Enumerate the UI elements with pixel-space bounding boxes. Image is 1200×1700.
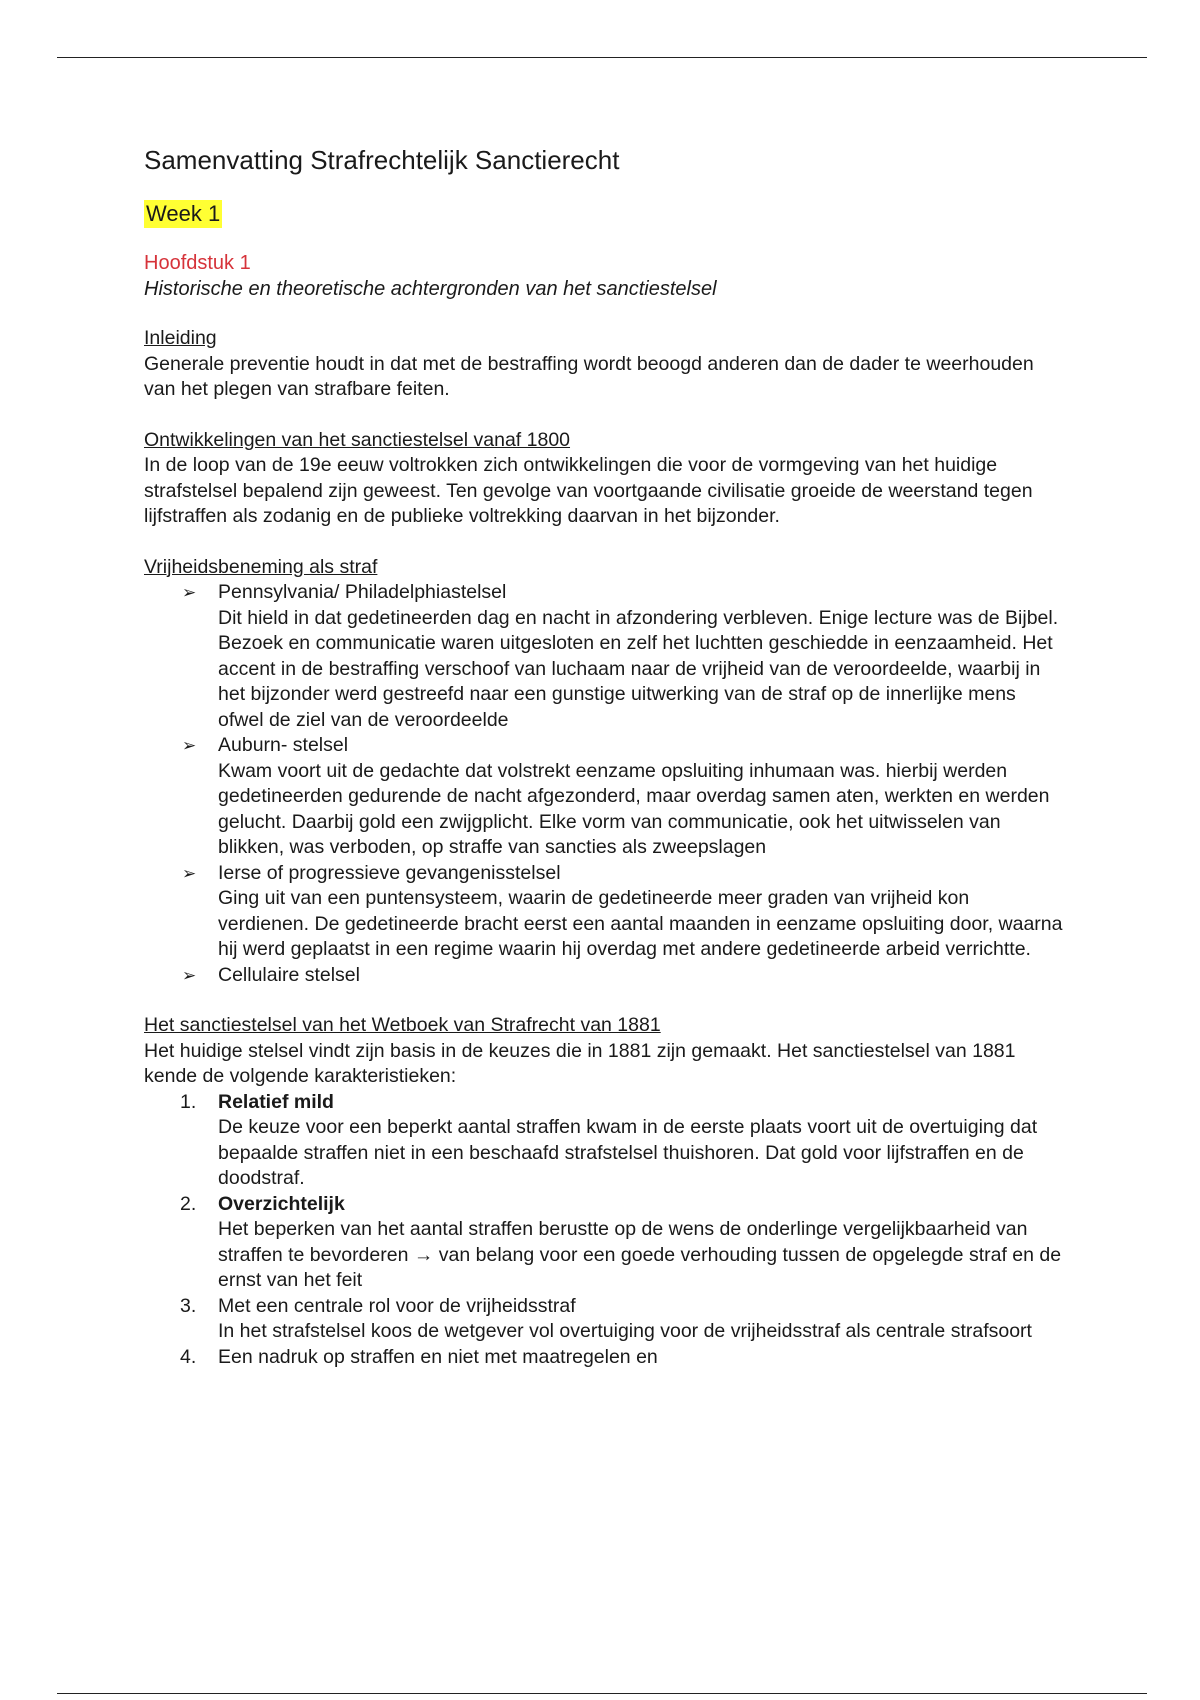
section-paragraph: In de loop van de 19e eeuw voltrokken zich ontwikkelingen die voor de vormgeving van het huidige strafstelsel bepalend zijn geweest. Ten gevolge van voortgaande civilisatie groeide de weerstand tegen lijfstraffen als zodanig en de publieke voltrekking daarvan in het bijzonder. [144,454,1033,527]
arrow-bullet-icon: ➢ [182,583,197,602]
section-paragraph: Generale preventie houdt in dat met de bestraffing wordt beoogd anderen dan de dader te weerhouden van het plegen van strafbare feiten. [144,352,1034,400]
list-item-number: 3. [180,1294,197,1317]
list-item-text: In het strafstelsel koos de wetgever vol overtuiging voor de vrijheidsstraf als centrale strafsoort [218,1320,1032,1342]
list-item-text: Het beperken van het aantal straffen berustte op de wens de onderlinge vergelijkbaarheid van straffen te bevorderen → van belang voor een goede verhouding tussen de opgelegde straf en de ernst van het feit [218,1218,1062,1291]
chapter-label: Hoofdstuk 1 [144,252,251,274]
section-paragraph: Het huidige stelsel vindt zijn basis in de keuzes die in 1881 zijn gemaakt. Het sanctiestelsel van 1881 kende de volgende karakteristieken: [144,1039,1016,1087]
section-heading: Inleiding [144,327,217,349]
section-inleiding [144,326,1064,403]
list-item-label: Een nadruk op straffen en niet met maatregelen en [218,1345,658,1368]
list-item [180,1192,1064,1294]
section-wetboek-1881 [144,1013,1064,1370]
list-item [182,963,1064,989]
document-page [144,140,1064,1395]
list-item-number: 2. [180,1192,197,1215]
arrow-bullet-icon: ➢ [182,863,197,883]
arrow-list [144,580,1064,988]
section-heading: Vrijheidsbeneming als straf [144,555,378,578]
list-item-number: 1. [180,1090,197,1113]
list-item-label: Ierse of progressieve gevangenisstelsel [218,861,561,884]
week-label: Week 1 [146,201,221,226]
numbered-list [144,1090,1064,1371]
list-item-text: Kwam voort uit de gedachte dat volstrekt eenzame opsluiting inhumaan was. hierbij werden gedetineerden gedurende de nacht afgezonderd, maar overdag samen aten, werkten en werden gelucht. Daarbij gold een zwijgplicht. Elke vorm van communicatie, ook het uitwisselen van blikken, was verboden, op straffe van sancties als zweepslagen [218,759,1050,858]
header-rule [57,57,1147,58]
list-item-text: Dit hield in dat gedetineerden dag en nacht in afzondering verbleven. Enige lecture was de Bijbel. Bezoek en communicatie waren uitgesloten en zelf het luchtten geschiedde in eenzaamheid. Het accent in de bestraffing verschoof van luchaam naar de vrijheid van de veroordeelde, waarbij in het bijzonder werd gestreefd naar een gunstige uitwerking van de straf op de innerlijke mens ofwel de ziel van de veroordeelde [218,606,1059,731]
list-item [180,1294,1064,1345]
chapter-subtitle: Historische en theoretische achtergronden van het sanctiestelsel [144,278,717,300]
list-item-label: Auburn- stelsel [218,734,349,756]
arrow-bullet-icon: ➢ [182,965,197,985]
list-item-label: Met een centrale rol voor de vrijheidsstraf [218,1294,576,1317]
list-item-label: Relatief mild [218,1090,334,1113]
list-item-text: De keuze voor een beperkt aantal straffen kwam in de eerste plaats voort uit de overtuiging dat bepaalde straffen niet in een beschaafd strafstelsel thuishoren. Dat gold voor lijfstraffen en de doodstraf. [218,1116,1038,1189]
arrow-bullet-icon: ➢ [182,736,197,755]
section-heading: Het sanctiestelsel van het Wetboek van Strafrecht van 1881 [144,1014,661,1036]
list-item [180,1345,1064,1371]
list-item [180,1090,1064,1192]
list-item-number: 4. [180,1345,197,1368]
list-item-label: Cellulaire stelsel [218,963,360,986]
list-item [182,861,1064,963]
list-item-text: Ging uit van een puntensysteem, waarin de gedetineerde meer graden van vrijheid kon verdienen. De gedetineerde bracht eerst een aantal maanden in eenzame opsluiting door, waarna hij werd geplaatst in een regime waarin hij overdag met andere gedetineerde arbeid verrichtte. [218,887,1063,960]
section-vrijheidsbeneming [144,555,1064,989]
list-item-label: Pennsylvania/ Philadelphiastelsel [218,581,507,603]
section-heading: Ontwikkelingen van het sanctiestelsel vanaf 1800 [144,428,571,451]
section-ontwikkelingen [144,428,1064,530]
list-item [182,580,1064,733]
list-item-label: Overzichtelijk [218,1192,345,1215]
list-item [182,733,1064,861]
footer-rule [57,1693,1147,1694]
document-title: Samenvatting Strafrechtelijk Sanctierecht [144,145,620,175]
